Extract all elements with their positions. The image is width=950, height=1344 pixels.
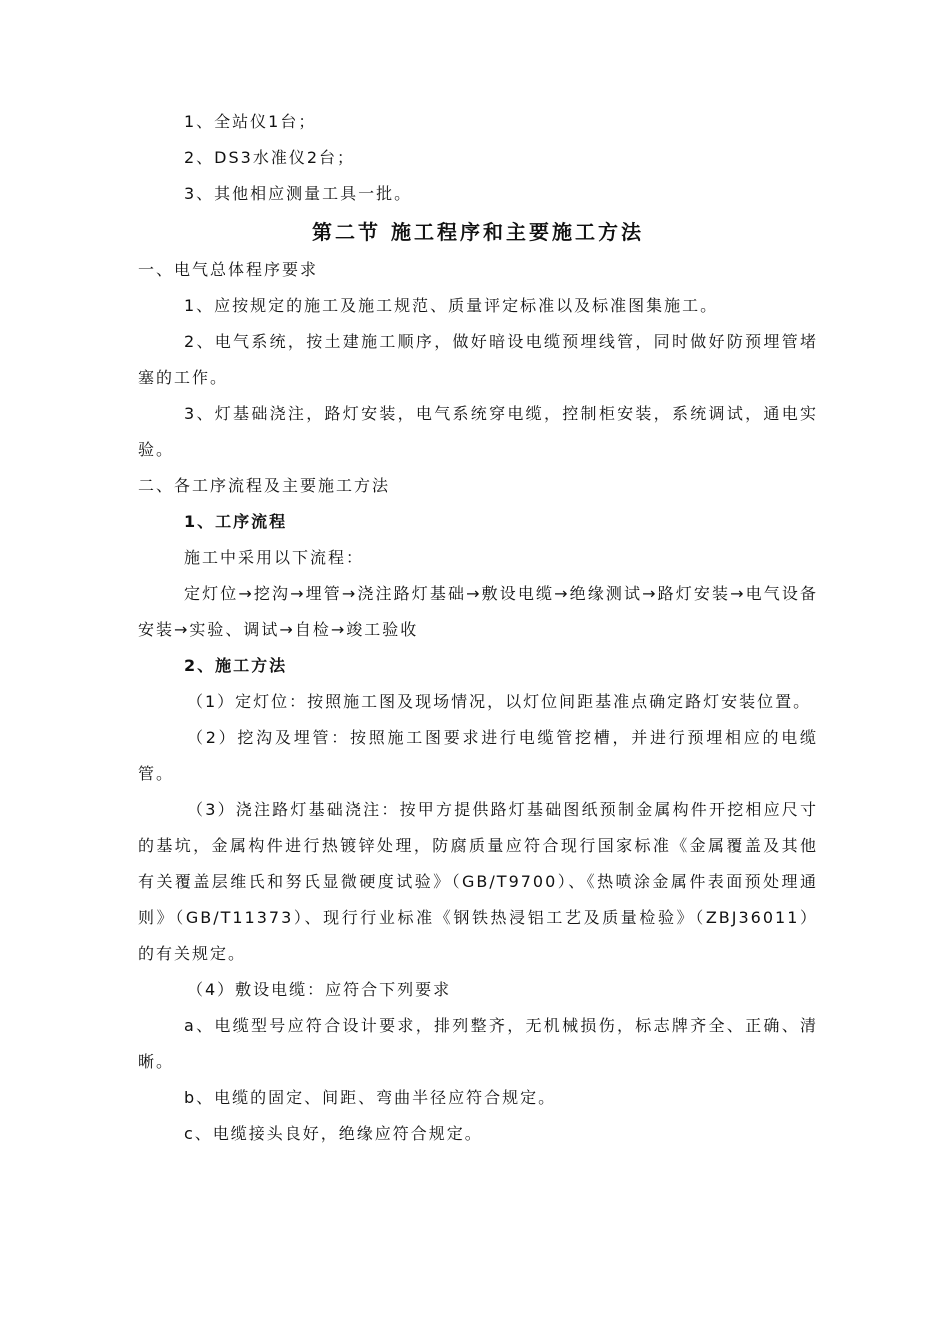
- part1-heading: 一、电气总体程序要求: [138, 260, 319, 279]
- cable-requirement-a: a、电缆型号应符合设计要求，排列整齐，无机械损伤，标志牌齐全、正确、清晰。: [138, 1016, 818, 1071]
- part1-item-2: 2、电气系统，按土建施工顺序，做好暗设电缆预埋线管，同时做好防预埋管堵塞的工作。: [138, 332, 818, 387]
- part1-item-1: 1、应按规定的施工及施工规范、质量评定标准以及标准图集施工。: [184, 296, 719, 315]
- part1-item-3: 3、灯基础浇注，路灯安装，电气系统穿电缆，控制柜安装，系统调试，通电实验。: [138, 404, 818, 459]
- sub2-title: 2、施工方法: [184, 656, 288, 675]
- equipment-item-2: 2、DS3水准仪2台；: [184, 148, 356, 167]
- process-flow: 定灯位→挖沟→埋管→浇注路灯基础→敷设电缆→绝缘测试→路灯安装→电气设备安装→实验、调试→自检→竣工验收: [138, 584, 818, 639]
- cable-requirement-c: c、电缆接头良好，绝缘应符合规定。: [184, 1124, 483, 1143]
- sub1-title: 1、工序流程: [184, 512, 288, 531]
- method-2: （2）挖沟及埋管：按照施工图要求进行电缆管挖槽，并进行预埋相应的电缆管。: [138, 728, 818, 783]
- cable-requirement-b: b、电缆的固定、间距、弯曲半径应符合规定。: [184, 1088, 557, 1107]
- method-1: （1）定灯位：按照施工图及现场情况，以灯位间距基准点确定路灯安装位置。: [187, 692, 812, 711]
- sub1-intro: 施工中采用以下流程：: [184, 548, 365, 567]
- equipment-item-3: 3、其他相应测量工具一批。: [184, 184, 413, 203]
- method-3: （3）浇注路灯基础浇注：按甲方提供路灯基础图纸预制金属构件开挖相应尺寸的基坑，金属构件进行热镀锌处理，防腐质量应符合现行国家标准《金属覆盖及其他有关覆盖层维氏和努氏显微硬度试验》（GB/T9700）、《热喷涂金属件表面预处理通则》（GB/T11373）、现行行业标准《钢铁热浸铝工艺及质量检验》（ZBJ36011）的有关规定。: [138, 800, 818, 963]
- part2-heading: 二、各工序流程及主要施工方法: [138, 476, 391, 495]
- document-body: [138, 104, 818, 1152]
- section-title: 第二节 施工程序和主要施工方法: [312, 220, 644, 244]
- method-4: （4）敷设电缆：应符合下列要求: [187, 980, 452, 999]
- equipment-item-1: 1、全站仪1台；: [184, 112, 317, 131]
